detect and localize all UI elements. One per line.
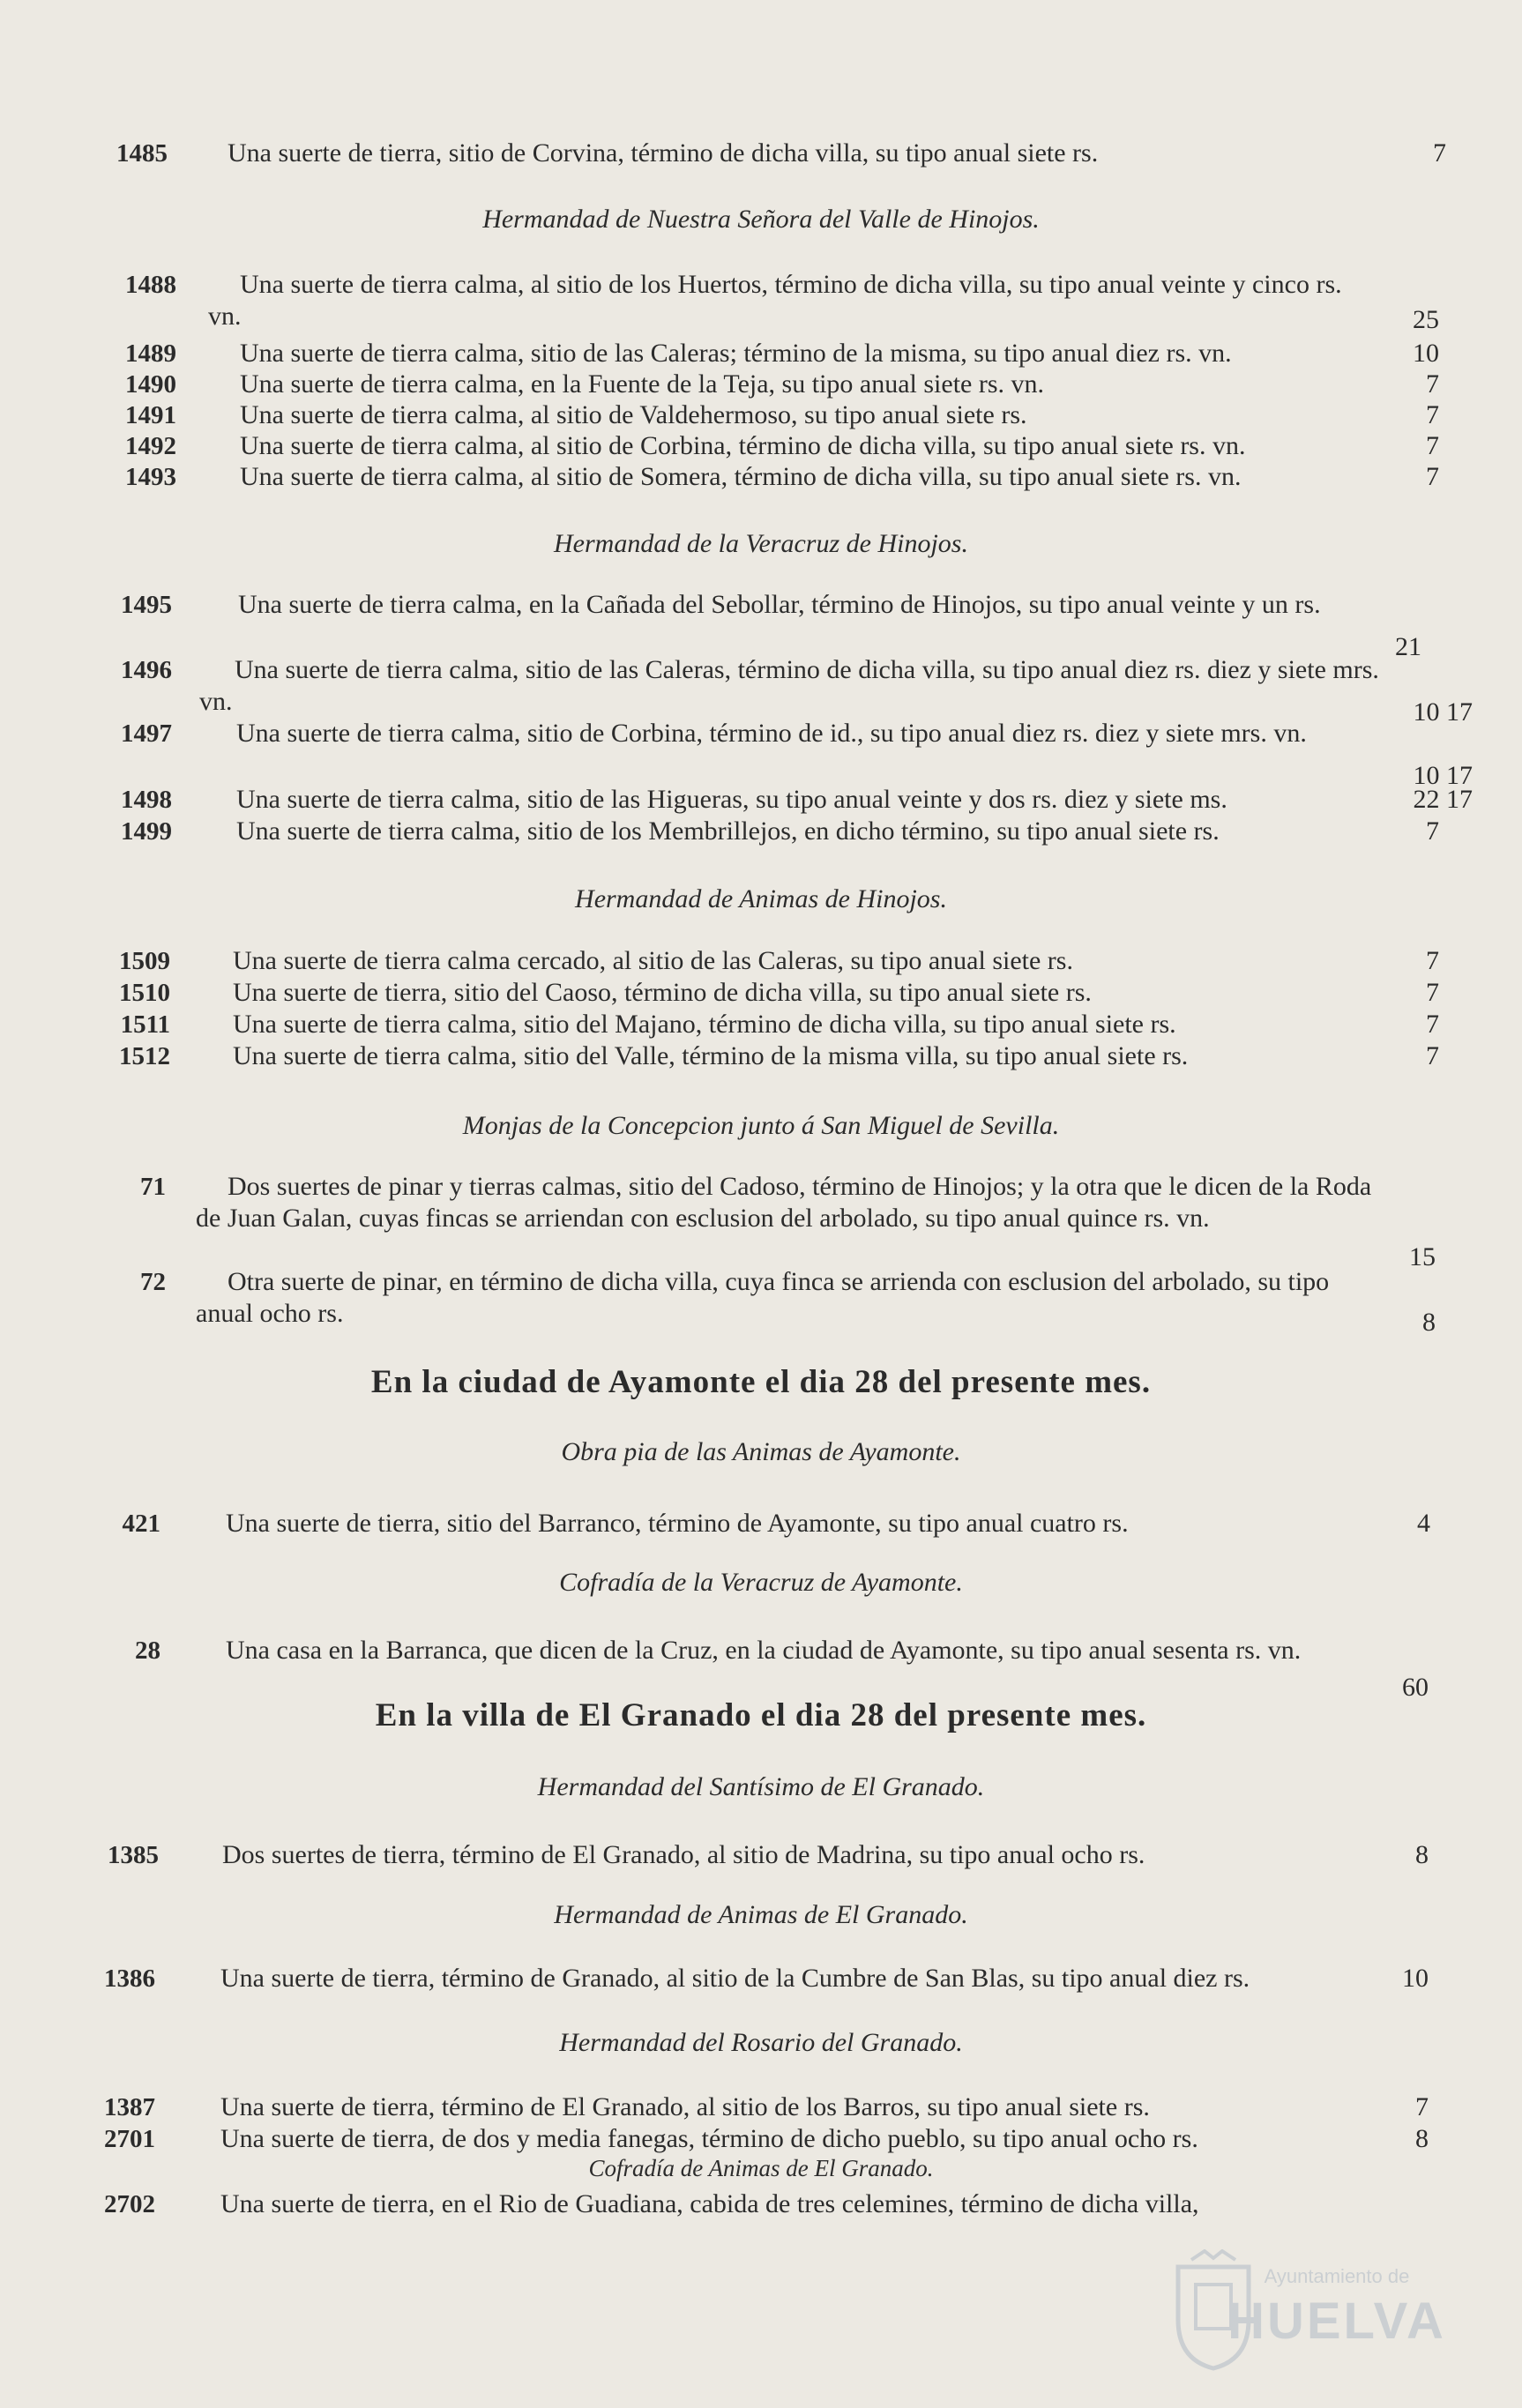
entry-number: 1492 bbox=[125, 432, 176, 460]
entry-text: Una casa en la Barranca, que dicen de la Cruz, en la ciudad de Ayamonte, su tipo anual sesenta rs. vn. bbox=[226, 1636, 1302, 1665]
entry-amount: 7 bbox=[1426, 400, 1439, 429]
section-heading: Monjas de la Concepcion junto á San Miguel de Sevilla. bbox=[462, 1111, 1060, 1140]
entry-text: Una suerte de tierra calma, sitio del Majano, término de dicha villa, su tipo anual siete rs. bbox=[233, 1010, 1176, 1039]
section-heading: Hermandad de la Veracruz de Hinojos. bbox=[554, 529, 968, 558]
list-item bbox=[0, 1839, 1522, 1871]
entry-number: 1498 bbox=[121, 786, 172, 814]
entry-number: 71 bbox=[140, 1173, 166, 1201]
entry-number: 1387 bbox=[104, 2093, 155, 2121]
entry-number: 421 bbox=[122, 1510, 160, 1538]
entry-amount: 15 bbox=[1409, 1242, 1436, 1271]
entry-text: Una suerte de tierra, sitio de Corvina, término de dicha villa, su tipo anual siete rs. bbox=[228, 138, 1099, 168]
watermark-line-2: HUELVA bbox=[1227, 2292, 1446, 2350]
entry-number: 1512 bbox=[119, 1042, 170, 1070]
location-heading: En la villa de El Granado el dia 28 del presente mes. bbox=[375, 1697, 1147, 1733]
location-heading: En la ciudad de Ayamonte el dia 28 del presente mes. bbox=[370, 1364, 1152, 1400]
list-item bbox=[0, 1171, 1522, 1271]
entry-number: 1510 bbox=[119, 979, 170, 1007]
entry-number: 1493 bbox=[125, 463, 176, 491]
entry-text: Una suerte de tierra calma, al sitio de Somera, término de dicha villa, su tipo anual siete rs. vn. bbox=[240, 462, 1242, 491]
entry-number: 1511 bbox=[120, 1010, 170, 1039]
list-item bbox=[0, 1508, 1522, 1539]
entry-amount: 21 bbox=[1395, 632, 1421, 661]
entry-number: 72 bbox=[140, 1268, 166, 1296]
entry-text: Una suerte de tierra calma, sitio de las Higueras, su tipo anual veinte y dos rs. diez y siete ms. bbox=[236, 785, 1227, 814]
entry-text: Una suerte de tierra, en el Rio de Guadiana, cabida de tres celemines, término de dicha villa, bbox=[220, 2189, 1199, 2218]
entry-number: 2701 bbox=[104, 2125, 155, 2153]
list-item bbox=[0, 1009, 1522, 1040]
entry-amount: 7 bbox=[1426, 431, 1439, 460]
entry-amount: 60 bbox=[1402, 1673, 1429, 1702]
entry-number: 1485 bbox=[116, 139, 168, 168]
watermark-line-1: Ayuntamiento de bbox=[1264, 2265, 1410, 2287]
entry-text: Una suerte de tierra calma, sitio de los Membrillejos, en dicho término, su tipo anual siete rs. bbox=[236, 816, 1220, 846]
entry-text: Una suerte de tierra calma, al sitio de los Huertos, término de dicha villa, su tipo anual veinte y cinco rs. vn. bbox=[208, 270, 1342, 331]
list-item bbox=[0, 338, 1522, 369]
entry-number: 1495 bbox=[121, 591, 172, 619]
list-item bbox=[0, 2091, 1522, 2123]
entry-amount: 7 bbox=[1415, 2092, 1429, 2121]
entry-text: Una suerte de tierra calma, sitio de las Caleras; término de la misma, su tipo anual diez rs. vn. bbox=[240, 339, 1232, 368]
list-item bbox=[0, 461, 1522, 493]
section-heading: Hermandad del Santísimo de El Granado. bbox=[537, 1772, 985, 1801]
list-item bbox=[0, 138, 1522, 173]
entry-text: Una suerte de tierra, sitio del Caoso, término de dicha villa, su tipo anual siete rs. bbox=[233, 978, 1092, 1007]
entry-text: Una suerte de tierra calma, al sitio de Valdehermoso, su tipo anual siete rs. bbox=[240, 400, 1027, 429]
entry-amount: 10 bbox=[1413, 339, 1439, 368]
section-heading: Hermandad de Animas de Hinojos. bbox=[575, 884, 947, 913]
entry-amount: 7 bbox=[1426, 462, 1439, 491]
entry-amount: 7 bbox=[1426, 369, 1439, 399]
entry-number: 1488 bbox=[125, 271, 176, 299]
entry-amount: 8 bbox=[1415, 1840, 1429, 1869]
entry-amount: 7 bbox=[1426, 1041, 1439, 1070]
entry-amount: 10 17 bbox=[1413, 697, 1473, 727]
entry-text: Una suerte de tierra calma, en la Fuente de la Teja, su tipo anual siete rs. vn. bbox=[240, 369, 1045, 399]
entry-text: Otra suerte de pinar, en término de dicha villa, cuya finca se arrienda con esclusion del arbolado, su tipo anual ocho rs. bbox=[196, 1267, 1330, 1328]
entry-amount: 10 bbox=[1402, 1964, 1429, 1993]
entry-text: Una suerte de tierra, término de El Granado, al sitio de los Barros, su tipo anual siete rs. bbox=[220, 2092, 1150, 2121]
entry-text: Dos suertes de tierra, término de El Granado, al sitio de Madrina, su tipo anual ocho rs. bbox=[222, 1840, 1145, 1869]
entry-amount: 7 bbox=[1426, 1010, 1439, 1039]
entry-text: Dos suertes de pinar y tierras calmas, sitio del Cadoso, término de Hinojos; y la otra que le dicen de la Roda de Juan Galan, cuyas fincas se arriendan con esclusion del arbolado, su tipo anual quince rs. vn. bbox=[196, 1172, 1372, 1233]
list-item bbox=[0, 1963, 1522, 1994]
section-heading: Cofradía de Animas de El Granado. bbox=[588, 2155, 934, 2181]
entry-number: 1496 bbox=[121, 656, 172, 684]
list-item bbox=[0, 269, 1522, 332]
entry-number: 1386 bbox=[104, 1964, 155, 1993]
entry-text: Una suerte de tierra calma cercado, al sitio de las Caleras, su tipo anual siete rs. bbox=[233, 946, 1073, 975]
list-item bbox=[0, 784, 1522, 816]
entry-amount: 7 bbox=[1426, 978, 1439, 1007]
entry-text: Una suerte de tierra, de dos y media fanegas, término de dicho pueblo, su tipo anual ocho rs. bbox=[220, 2124, 1198, 2153]
list-item bbox=[0, 430, 1522, 462]
entry-number: 1490 bbox=[125, 370, 176, 399]
entry-amount: 10 17 bbox=[1413, 761, 1473, 790]
entry-text: Una suerte de tierra, sitio del Barranco, término de Ayamonte, su tipo anual cuatro rs. bbox=[226, 1509, 1129, 1538]
entry-text: Una suerte de tierra calma, sitio del Valle, término de la misma villa, su tipo anual siete rs. bbox=[233, 1041, 1189, 1070]
list-item bbox=[0, 1040, 1522, 1072]
list-item bbox=[0, 816, 1522, 847]
entry-amount: 7 bbox=[1433, 138, 1446, 168]
entry-text: Una suerte de tierra calma, al sitio de Corbina, término de dicha villa, su tipo anual siete rs. vn. bbox=[240, 431, 1246, 460]
list-item bbox=[0, 1635, 1522, 1702]
entry-number: 1509 bbox=[119, 947, 170, 975]
entry-amount: 4 bbox=[1417, 1509, 1430, 1538]
watermark bbox=[1169, 2240, 1451, 2382]
entry-number: 28 bbox=[135, 1636, 160, 1665]
entry-text: Una suerte de tierra, término de Granado, al sitio de la Cumbre de San Blas, su tipo anual diez rs. bbox=[220, 1964, 1250, 1993]
section-heading: Hermandad del Rosario del Granado. bbox=[559, 2028, 963, 2057]
entry-text: Una suerte de tierra calma, en la Cañada del Sebollar, término de Hinojos, su tipo anual veinte y un rs. bbox=[238, 590, 1321, 619]
section-heading: Hermandad de Animas de El Granado. bbox=[554, 1900, 968, 1929]
list-item bbox=[0, 945, 1522, 977]
list-item bbox=[0, 2123, 1522, 2155]
list-item bbox=[0, 718, 1522, 790]
entry-number: 2702 bbox=[104, 2190, 155, 2218]
entry-amount: 7 bbox=[1426, 816, 1439, 846]
list-item bbox=[0, 589, 1522, 661]
entry-amount: 8 bbox=[1415, 2124, 1429, 2153]
section-heading: Hermandad de Nuestra Señora del Valle de Hinojos. bbox=[482, 205, 1040, 234]
entry-amount: 8 bbox=[1422, 1308, 1436, 1337]
entry-number: 1499 bbox=[121, 817, 172, 846]
entry-amount: 7 bbox=[1426, 946, 1439, 975]
entry-number: 1491 bbox=[125, 401, 176, 429]
entry-text: Una suerte de tierra calma, sitio de las Caleras, término de dicha villa, su tipo anual diez rs. diez y siete mrs. vn. bbox=[199, 655, 1379, 716]
entry-text: Una suerte de tierra calma, sitio de Corbina, término de id., su tipo anual diez rs. diez y siete mrs. vn. bbox=[236, 719, 1307, 748]
section-heading: Cofradía de la Veracruz de Ayamonte. bbox=[559, 1568, 963, 1597]
list-item bbox=[0, 977, 1522, 1009]
entry-amount: 22 17 bbox=[1413, 785, 1473, 814]
list-item bbox=[0, 1266, 1522, 1337]
entry-number: 1385 bbox=[108, 1841, 159, 1869]
section-heading: Obra pia de las Animas de Ayamonte. bbox=[561, 1437, 961, 1466]
entry-number: 1489 bbox=[125, 339, 176, 368]
list-item bbox=[0, 399, 1522, 431]
list-item bbox=[0, 2188, 1522, 2220]
entry-amount: 25 bbox=[1413, 305, 1439, 334]
list-item bbox=[0, 369, 1522, 400]
list-item bbox=[0, 654, 1522, 727]
entry-number: 1497 bbox=[121, 719, 172, 748]
